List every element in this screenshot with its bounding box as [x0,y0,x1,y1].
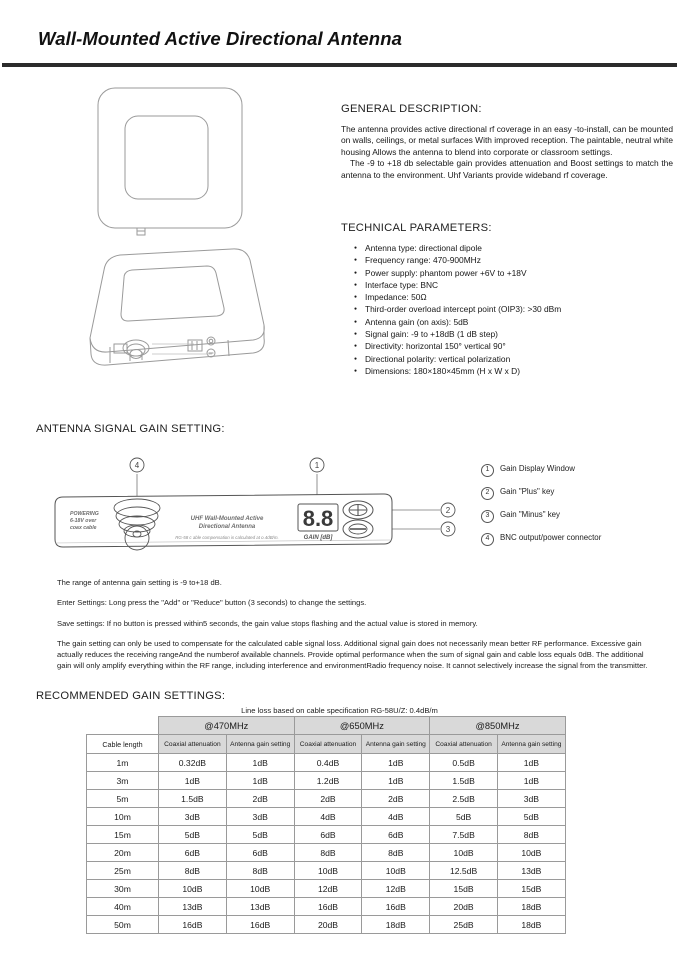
cell-value: 2dB [362,790,430,808]
cell-value: 4dB [294,808,362,826]
cell-value: 5dB [226,826,294,844]
cell-value: 4dB [362,808,430,826]
svg-text:UHF Wall-Mounted Active: UHF Wall-Mounted Active [190,516,264,522]
general-description-heading: GENERAL DESCRIPTION: [341,103,482,115]
table-group-850: @850MHz [430,717,566,735]
table-row [87,790,566,808]
cell-value: 0.4dB [294,754,362,772]
table-header-cable-length: Cable length [87,735,159,754]
gain-plus-key[interactable] [343,501,373,519]
gain-legend [481,464,677,556]
cell-value: 13dB [497,862,565,880]
cell-value: 10dB [362,862,430,880]
gain-setting-heading: ANTENNA SIGNAL GAIN SETTING: [36,423,225,435]
cell-value: 5dB [159,826,227,844]
cell-value: 5dB [430,808,498,826]
svg-text:POWERING: POWERING [70,511,99,517]
cell-value: 8dB [497,826,565,844]
table-header-coaxial-attenuation: Coaxial attenuation [294,735,362,754]
legend-item-gain-plus-key [481,487,677,510]
antenna-line-drawings [80,82,330,402]
cell-value: 10dB [294,862,362,880]
table-row [87,862,566,880]
table-group-650: @650MHz [294,717,430,735]
callout-number-1: 1 [314,461,320,470]
recommended-gain-table [86,716,566,934]
cell-value: 16dB [362,898,430,916]
table-header-antenna-gain-setting: Antenna gain setting [226,735,294,754]
cell-value: 10dB [497,844,565,862]
cell-value: 3dB [497,790,565,808]
table-row [87,772,566,790]
cell-value: 3dB [226,808,294,826]
spec-item: ● Antenna gain (on axis): 5dB [341,316,673,328]
note-gain-explanation: The gain setting can only be used to compensate for the calculated cable signal loss. Additional signal gain does not necessarily mean better RF performance. Excessive gain actually reduces the receiving rangeAnd the numberof available channels. Provide optimal performance when the sum of signal gain and cable loss equals 0dB. The additional gain will only amplify everything within the RF range, including interference and environmentRadio frequency noise. It cannot selectively increase the signal from the transmitter. [57,639,648,670]
general-description-section [341,103,673,181]
cell-cable-length: 20m [87,844,159,862]
spec-item: ● Dimensions: 180×180×45mm (H x W x D) [341,365,673,377]
table-header-coaxial-attenuation: Coaxial attenuation [430,735,498,754]
legend-label: Gain "Plus" key [500,487,555,496]
cell-value: 10dB [430,844,498,862]
legend-number-icon: 1 [481,464,494,477]
table-group-header-row [87,717,566,735]
cell-cable-length: 40m [87,898,159,916]
callout-number-4: 4 [134,461,140,470]
cell-value: 3dB [159,808,227,826]
cell-value: 10dB [159,880,227,898]
cell-value: 8dB [226,862,294,880]
gain-minus-key[interactable] [343,520,373,538]
cell-value: 2dB [294,790,362,808]
cell-value: 13dB [226,898,294,916]
spec-item: ● Interface type: BNC [341,279,673,291]
technical-parameters-heading: TECHNICAL PARAMETERS: [341,222,492,234]
cell-value: 1dB [362,754,430,772]
table-header-antenna-gain-setting: Antenna gain setting [497,735,565,754]
cell-value: 1.5dB [159,790,227,808]
spec-item: ● Signal gain: -9 to +18dB (1 dB step) [341,328,673,340]
table-sub-header-row [87,735,566,754]
table-header-antenna-gain-setting: Antenna gain setting [362,735,430,754]
callout-number-3: 3 [445,525,451,534]
note-save-settings: Save settings: If no button is pressed within5 seconds, the gain value stops flashing and the actual value is stored in memory. [57,618,478,628]
cell-value: 15dB [497,880,565,898]
technical-parameters-section [341,222,673,377]
table-row [87,916,566,934]
cell-value: 1dB [497,772,565,790]
spec-item: ● Frequency range: 470-900MHz [341,254,673,266]
spec-item: ● Antenna type: directional dipole [341,242,673,254]
legend-number-icon: 3 [481,510,494,523]
cell-value: 10dB [226,880,294,898]
table-row [87,808,566,826]
cell-cable-length: 10m [87,808,159,826]
table-row [87,880,566,898]
legend-item-gain-minus-key [481,510,677,533]
cell-value: 6dB [159,844,227,862]
cell-value: 20dB [430,898,498,916]
legend-number-icon: 2 [481,487,494,500]
cell-value: 18dB [497,916,565,934]
note-range: The range of antenna gain setting is -9 to+18 dB. [57,578,222,587]
cell-value: 18dB [497,898,565,916]
cell-cable-length: 5m [87,790,159,808]
cell-value: 16dB [294,898,362,916]
legend-label: Gain Display Window [500,464,575,473]
cell-value: 1.5dB [430,772,498,790]
cell-value: 6dB [226,844,294,862]
table-group-470: @470MHz [159,717,295,735]
cell-value: 1dB [362,772,430,790]
cell-value: 0.32dB [159,754,227,772]
general-description-body [341,124,673,181]
cell-value: 8dB [159,862,227,880]
product-illustrations [80,82,330,402]
cell-value: 8dB [294,844,362,862]
spec-item: ● Power supply: phantom power +6V to +18V [341,267,673,279]
callout-number-2: 2 [445,506,451,515]
legend-item-gain-display-window [481,464,677,487]
cell-value: 6dB [294,826,362,844]
powering-label [70,511,99,531]
cell-cable-length: 1m [87,754,159,772]
cell-value: 5dB [497,808,565,826]
cell-value: 13dB [159,898,227,916]
cell-cable-length: 3m [87,772,159,790]
page-title: Wall-Mounted Active Directional Antenna [38,28,402,49]
svg-text:coax cable: coax cable [70,525,97,531]
cell-cable-length: 50m [87,916,159,934]
line-loss-note: Line loss based on cable specification RG-58U/Z: 0.4dB/m [241,706,438,715]
cell-value: 18dB [362,916,430,934]
table-row [87,844,566,862]
table-header-coaxial-attenuation: Coaxial attenuation [159,735,227,754]
legend-item-bnc-connector [481,533,677,556]
legend-label: Gain "Minus" key [500,510,560,519]
cell-value: 12dB [362,880,430,898]
gain-display-caption: GAIN [dB] [303,535,333,541]
cell-cable-length: 30m [87,880,159,898]
cell-cable-length: 15m [87,826,159,844]
general-description-paragraph: The antenna provides active directional rf coverage in an easy -to-install, can be mounted on walls, ceilings, or metal surfaces With improved reception. The paintable, neutral white housing Allows the antenna to blend into corporate or classroom settings. [341,124,673,157]
table-row [87,898,566,916]
cell-value: 0.5dB [430,754,498,772]
cell-value: 1dB [226,772,294,790]
gain-display-value: 8.8 [302,506,334,531]
spec-item: ● Directivity: horizontal 150° vertical 90° [341,340,673,352]
recommended-gain-heading: RECOMMENDED GAIN SETTINGS: [36,690,226,702]
svg-text:6-18V over: 6-18V over [70,518,97,524]
cell-value: 6dB [362,826,430,844]
cell-value: 1dB [497,754,565,772]
cell-value: 25dB [430,916,498,934]
cell-value: 8dB [362,844,430,862]
cell-value: 20dB [294,916,362,934]
spec-item: ● Third-order overload intercept point (OIP3): >30 dBm [341,303,673,315]
spec-item: ● Impedance: 50Ω [341,291,673,303]
table-row [87,754,566,772]
cell-value: 1dB [226,754,294,772]
table-corner-cell [87,717,159,735]
note-enter-settings: Enter Settings: Long press the "Add" or "Reduce" button (3 seconds) to change the settings. [57,598,367,608]
cell-value: 1.2dB [294,772,362,790]
legend-label: BNC output/power connector [500,533,602,542]
title-divider [2,63,677,67]
cell-value: 12dB [294,880,362,898]
cell-value: 2.5dB [430,790,498,808]
cell-value: 2dB [226,790,294,808]
cell-value: 15dB [430,880,498,898]
general-description-paragraph: The -9 to +18 db selectable gain provides attenuation and Boost settings to match the antenna to the environment. Uhf Variants provide wideband rf coverage. [341,158,673,180]
svg-text:Directional Antenna: Directional Antenna [198,524,256,530]
cell-value: 16dB [159,916,227,934]
cell-value: 7.5dB [430,826,498,844]
rear-panel-diagram [30,444,475,562]
legend-number-icon: 4 [481,533,494,546]
spec-item: ● Directional polarity: vertical polarization [341,353,673,365]
panel-cable-note: RG-58 c able compensation is calculated at o.4dB/m. [175,535,279,540]
cell-cable-length: 25m [87,862,159,880]
cell-value: 12.5dB [430,862,498,880]
technical-parameters-list [341,242,673,377]
cell-value: 1dB [159,772,227,790]
gain-panel-figure [30,444,475,562]
gain-setting-notes [57,578,657,672]
table-row [87,826,566,844]
cell-value: 16dB [226,916,294,934]
